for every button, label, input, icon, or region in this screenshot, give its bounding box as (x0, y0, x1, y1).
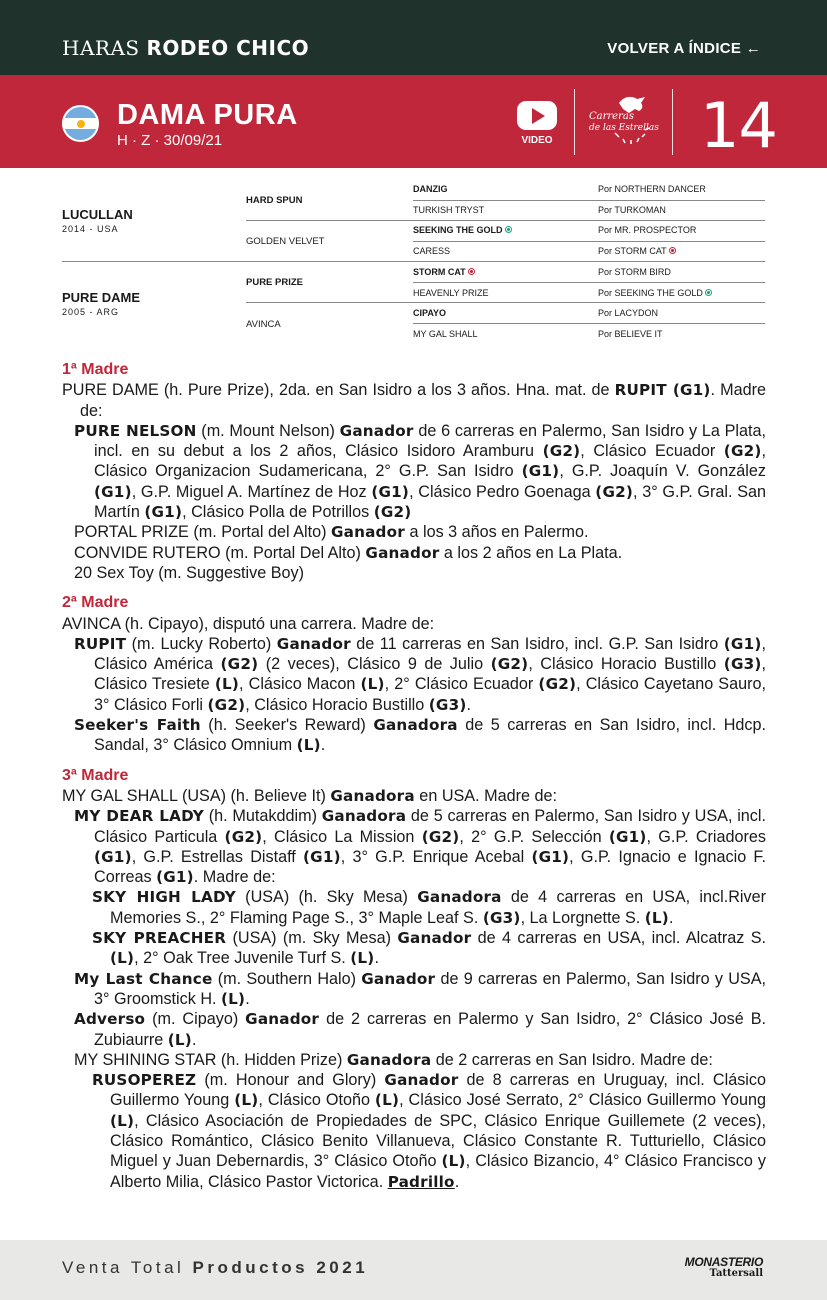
grade-bold: (L) (214, 675, 240, 694)
logo-line1: MONASTERIO (684, 1255, 763, 1269)
text-run: . (668, 908, 674, 927)
text-run: (m. Mount Nelson) (196, 421, 340, 440)
grade-bold: (G2) (207, 695, 246, 714)
green-marker-icon (705, 289, 712, 296)
produce-seekers-faith (62, 715, 766, 756)
grade-bold: (L) (360, 675, 385, 694)
grade-bold: (L) (296, 736, 321, 755)
text-run: (m. Cipayo) (145, 1010, 246, 1029)
produce-my-last-chance (62, 969, 766, 1010)
text-run: , Clásico Polla de Potrillos (182, 503, 374, 522)
horse-bold: SKY PREACHER (92, 929, 227, 948)
divider (62, 261, 765, 262)
text-run: , Clásico Horacio Bustillo (528, 655, 724, 674)
text-run: (h. Mutakddim) (203, 807, 322, 826)
pedigree-gen4: Por BELIEVE IT (598, 329, 663, 339)
pedigree-gen3: CIPAYO (413, 308, 447, 318)
pedigree-gen4: Por TURKOMAN (598, 205, 666, 215)
text-bold: Ganadora (346, 1050, 432, 1069)
horse-bold: SKY HIGH LADY (92, 888, 236, 907)
grade-bold: (G2) (723, 442, 762, 461)
text-bold: Ganador (397, 929, 472, 948)
footer-title (62, 1258, 368, 1278)
text-bold: Ganador (339, 421, 414, 440)
footer-light: Venta Total (62, 1258, 193, 1277)
pedigree-gen4: Por MR. PROSPECTOR (598, 225, 697, 235)
text-run: . (245, 989, 250, 1008)
grade-bold: (L) (110, 949, 135, 968)
first-dam-title: 1ª Madre (62, 361, 129, 378)
red-marker-icon (468, 268, 475, 275)
text-run: , 2° G.P. Selección (459, 827, 609, 846)
third-dam-title: 3ª Madre (62, 766, 129, 784)
divider (672, 89, 673, 155)
dam-name: PURE DAME (62, 290, 141, 305)
pedigree-gen3: MY GAL SHALL (413, 329, 478, 339)
horse-bold: My Last Chance (74, 969, 213, 988)
horse-bold: Seeker's Faith (74, 716, 201, 735)
argentina-flag-icon (62, 105, 99, 142)
text-run: , Clásico América (94, 634, 766, 674)
pedigree-gen3: TURKISH TRYST (413, 205, 485, 215)
text-bold: Ganadora (417, 888, 502, 907)
pedigree-gen2: GOLDEN VELVET (246, 236, 325, 247)
grade-bold: (G2) (220, 655, 259, 674)
text-run: MY SHINING STAR (h. Hidden Prize) (74, 1050, 347, 1069)
text-run: , La Lorgnette S. (520, 908, 645, 927)
text-run: de 2 carreras en Palermo y San Isidro, 2° Clásico José B. Zubiaurre (94, 1010, 766, 1049)
text-run: , G.P. Ignacio e Ignacio F. Correas (94, 847, 767, 887)
pedigree-gen4: Por LACYDON (598, 308, 659, 318)
text-run: , Clásico Ecuador (580, 442, 724, 461)
produce-portal-prize (62, 522, 766, 542)
pedigree-dam (62, 290, 234, 317)
produce-sky-high-lady (62, 887, 766, 928)
text-run: a los 2 años en La Plata. (439, 543, 623, 562)
sire-name: LUCULLAN (62, 207, 133, 222)
pedigree-gen4-label: Por SEEKING THE GOLD (598, 288, 703, 298)
text-run: de 6 carreras en Palermo, San Isidro y La Plata, incl. en su debut a los 2 años, Clásico Isidoro Aramburu (94, 421, 766, 461)
text-run: , Clásico Macon (239, 675, 361, 694)
grade-bold: (G1) (156, 868, 194, 887)
pedigree-gen2: HARD SPUN (246, 195, 303, 206)
footer-bold: Productos 2021 (192, 1258, 369, 1277)
grade-bold: (G1) (531, 847, 570, 866)
top-bar (0, 0, 827, 75)
horse-header (0, 75, 827, 168)
logo-line2: Tattersall (709, 1268, 763, 1279)
produce-my-shining-star (62, 1050, 766, 1070)
text-run: , 2° Oak Tree Juvenile Turf S. (134, 949, 351, 968)
text-run: de 5 carreras en Palermo, San Isidro y USA, incl. Clásico Particula (94, 807, 766, 846)
text-run: , Clásico Cayetano Sauro, 3° Clásico Forli (94, 675, 766, 714)
produce-adverso (62, 1009, 766, 1050)
lot-number: 14 (700, 89, 777, 162)
back-to-index-link[interactable]: VOLVER A ÍNDICE ← (607, 40, 761, 57)
text-bold: Ganador (245, 1010, 320, 1029)
pedigree-gen4 (598, 246, 765, 256)
text-run: PURE DAME (h. Pure Prize), 2da. en San Isidro a los 3 años. Hna. mat. de (62, 381, 615, 400)
horse-bold: PURE NELSON (74, 421, 197, 440)
grade-bold: (L) (374, 1091, 400, 1110)
text-bold: Ganador (276, 634, 351, 653)
text-run: , Clásico Horacio Bustillo (245, 695, 429, 714)
text-bold: Ganador (330, 523, 405, 542)
text-run: , Clásico Otoño (258, 1091, 375, 1110)
produce-rusoperez (62, 1070, 766, 1192)
pedigree-gen3: CARESS (413, 246, 451, 256)
grade-bold: (G3) (723, 655, 762, 674)
text-run: , Clásico Pedro Goenaga (409, 482, 596, 501)
brand-bold: RODEO CHICO (146, 36, 310, 60)
grade-bold: (G1) (303, 847, 341, 866)
pedigree-gen3: DANZIG (413, 184, 448, 194)
pedigree-gen3 (413, 225, 593, 235)
text-run: , Clásico José Serrato, 2° Clásico Guillermo Young (399, 1091, 766, 1110)
text-run: , 3° G.P. Gral. San Martín (94, 482, 767, 522)
text-run: de 4 carreras en USA, incl. Alcatraz S. (471, 929, 766, 948)
text-bold: Ganadora (330, 786, 415, 805)
text-run: . (191, 1030, 197, 1049)
first-dam-paragraph (62, 380, 766, 421)
grade-bold: (G1) (144, 503, 183, 522)
text-run: , G.P. Estrellas Distaff (131, 847, 304, 866)
estrellas-line1: Carreras (589, 111, 634, 122)
divider (413, 282, 765, 283)
text-run: . (374, 949, 379, 968)
grade-bold: (G1) (371, 482, 410, 501)
text-run: (USA) (h. Sky Mesa) (235, 888, 418, 907)
text-run: , G.P. Criadores (646, 827, 766, 846)
text-run: , G.P. Miguel A. Martínez de Hoz (131, 482, 372, 501)
second-dam-title: 2ª Madre (62, 594, 129, 612)
horse-bold: RUSOPEREZ (92, 1071, 197, 1090)
grade-bold: (L) (167, 1030, 192, 1049)
divider (413, 323, 765, 324)
divider (246, 302, 765, 303)
text-run: , Clásico Asociación de Propiedades de SPC, Clásico Enrique Guillemete (2 veces), Clásico Romántico, Clásico Benito Villanueva, Clásico Constante R. Tutturiello, Clásico Miguel y Juan Debernardis, 3° Clásico Otoño (110, 1111, 766, 1171)
pedigree-gen4-label: Por STORM CAT (598, 246, 667, 256)
video-play-icon (517, 101, 557, 130)
produce-pure-nelson (62, 421, 766, 522)
grade-bold: (G2) (542, 442, 581, 461)
produce-convide-rutero (62, 543, 766, 563)
text-bold: Ganadora (373, 716, 458, 735)
produce-sex-toy: 20 Sex Toy (m. Suggestive Boy) (74, 563, 305, 582)
grade-bold: (G2) (490, 655, 529, 674)
text-run: . Madre de: (80, 381, 766, 420)
second-dam-paragraph: AVINCA (h. Cipayo), disputó una carrera. Madre de: (62, 614, 435, 633)
text-run: (m. Southern Halo) (212, 969, 362, 988)
grade-bold: (L) (234, 1091, 259, 1110)
pedigree-gen4 (598, 288, 765, 298)
pedigree-sire (62, 207, 234, 234)
text-run: (h. Seeker's Reward) (200, 716, 374, 735)
text-run: , 2° Clásico Ecuador (384, 675, 539, 694)
text-run: en USA. Madre de: (414, 786, 557, 805)
grade-bold: (L) (350, 949, 375, 968)
text-bold: Ganador (384, 1071, 459, 1090)
grade-bold: (L) (644, 908, 669, 927)
grade-bold: (G1) (521, 462, 560, 481)
grade-bold: (G2) (224, 827, 263, 846)
text-run: . (466, 695, 471, 714)
text-run: (USA) (m. Sky Mesa) (226, 929, 398, 948)
text-run: , 3° G.P. Enrique Acebal (340, 847, 532, 866)
pedigree-gen3 (413, 267, 593, 277)
text-run: . Madre de: (193, 868, 276, 887)
horse-bold: MY DEAR LADY (74, 807, 204, 826)
text-run: , Clásico La Mission (262, 827, 422, 846)
pedigree-gen3: HEAVENLY PRIZE (413, 288, 489, 298)
text-run: , Clásico Organizacion Sudamericana, 2° G.P. San Isidro (94, 442, 767, 481)
brand-light: HARAS (62, 36, 147, 60)
text-run: , G.P. Joaquín V. González (559, 462, 766, 481)
green-marker-icon (505, 226, 512, 233)
pedigree-gen3-label: STORM CAT (413, 267, 466, 277)
text-run: de 4 carreras en USA, incl.River Memories S., 2° Flaming Page S., 3° Maple Leaf S. (110, 888, 766, 927)
horse-name: DAMA PURA (117, 99, 298, 131)
produce-rupit (62, 634, 766, 715)
text-run: de 5 carreras en San Isidro, incl. Hdcp. Sandal, 3° Clásico Omnium (94, 716, 766, 755)
text-run: de 2 carreras en San Isidro. Madre de: (431, 1050, 713, 1069)
video-button[interactable] (514, 101, 560, 146)
text-run: (m. Honour and Glory) (196, 1071, 385, 1090)
grade-bold: (G1) (94, 847, 132, 866)
text-run: de 8 carreras en Uruguay, incl. Clásico Guillermo Young (110, 1071, 766, 1110)
text-run: de 11 carreras en San Isidro, incl. G.P. San Isidro (350, 634, 724, 653)
text-run: PORTAL PRIZE (m. Portal del Alto) (74, 523, 331, 542)
text-run: . (454, 1172, 460, 1191)
grade-bold: (G1) (723, 634, 762, 653)
horse-bold: Adverso (74, 1010, 146, 1029)
text-bold: Ganadora (321, 807, 407, 826)
grade-bold: (G1) (94, 482, 132, 501)
video-label: VIDEO (521, 135, 553, 146)
footer (0, 1240, 827, 1300)
grade-bold: (L) (221, 989, 246, 1008)
horse-bold: RUPIT (74, 634, 127, 653)
horse-info: H · Z · 30/09/21 (117, 132, 223, 149)
sire-meta: 2014 - USA (62, 224, 119, 234)
produce-my-dear-lady (62, 806, 766, 887)
padrillo-label: Padrillo (387, 1172, 455, 1191)
pedigree-gen2: PURE PRIZE (246, 277, 304, 288)
grade-bold: (G3) (428, 695, 467, 714)
carreras-estrellas-logo (585, 93, 661, 153)
pedigree-gen3-label: SEEKING THE GOLD (413, 225, 503, 235)
estrellas-line2: de las Estrellas (589, 123, 659, 133)
text-run: , Clásico Bizancio, 4° Clásico Francisco y Alberto Milia, Clásico Pastor Victorica. (110, 1152, 766, 1191)
pedigree-gen4: Por NORTHERN DANCER (598, 184, 706, 194)
produce-sky-preacher (62, 928, 766, 969)
text-bold: RUPIT (G1) (614, 381, 711, 400)
grade-bold: (G2) (595, 482, 634, 501)
divider (246, 220, 765, 221)
text-run: (2 veces), Clásico 9 de Julio (258, 655, 491, 674)
family-text (62, 360, 766, 1192)
text-run: , Clásico Tresiete (94, 655, 767, 694)
pedigree-table (62, 180, 765, 345)
grade-bold: (G2) (373, 503, 412, 522)
text-bold: Ganador (365, 543, 440, 562)
text-run: CONVIDE RUTERO (m. Portal Del Alto) (74, 543, 366, 562)
text-run: (m. Lucky Roberto) (126, 634, 277, 653)
divider (413, 241, 765, 242)
brand-logo (62, 36, 309, 60)
divider (574, 89, 575, 155)
divider (413, 200, 765, 201)
grade-bold: (G3) (482, 908, 521, 927)
pedigree-gen2: AVINCA (246, 319, 281, 330)
text-run: a los 3 años en Palermo. (404, 523, 589, 542)
grade-bold: (G1) (608, 827, 647, 846)
text-run: . (320, 736, 326, 755)
text-run: MY GAL SHALL (USA) (h. Believe It) (62, 786, 331, 805)
third-dam-paragraph (62, 786, 766, 806)
grade-bold: (L) (441, 1152, 466, 1171)
text-bold: Ganador (361, 969, 436, 988)
grade-bold: (G2) (421, 827, 460, 846)
grade-bold: (L) (110, 1111, 135, 1130)
dam-meta: 2005 - ARG (62, 307, 120, 317)
pedigree-gen4: Por STORM BIRD (598, 267, 671, 277)
red-marker-icon (669, 247, 676, 254)
monasterio-logo (685, 1256, 763, 1280)
text-run: de 9 carreras en Palermo, San Isidro y USA, 3° Groomstick H. (94, 969, 766, 1008)
grade-bold: (G2) (538, 675, 577, 694)
